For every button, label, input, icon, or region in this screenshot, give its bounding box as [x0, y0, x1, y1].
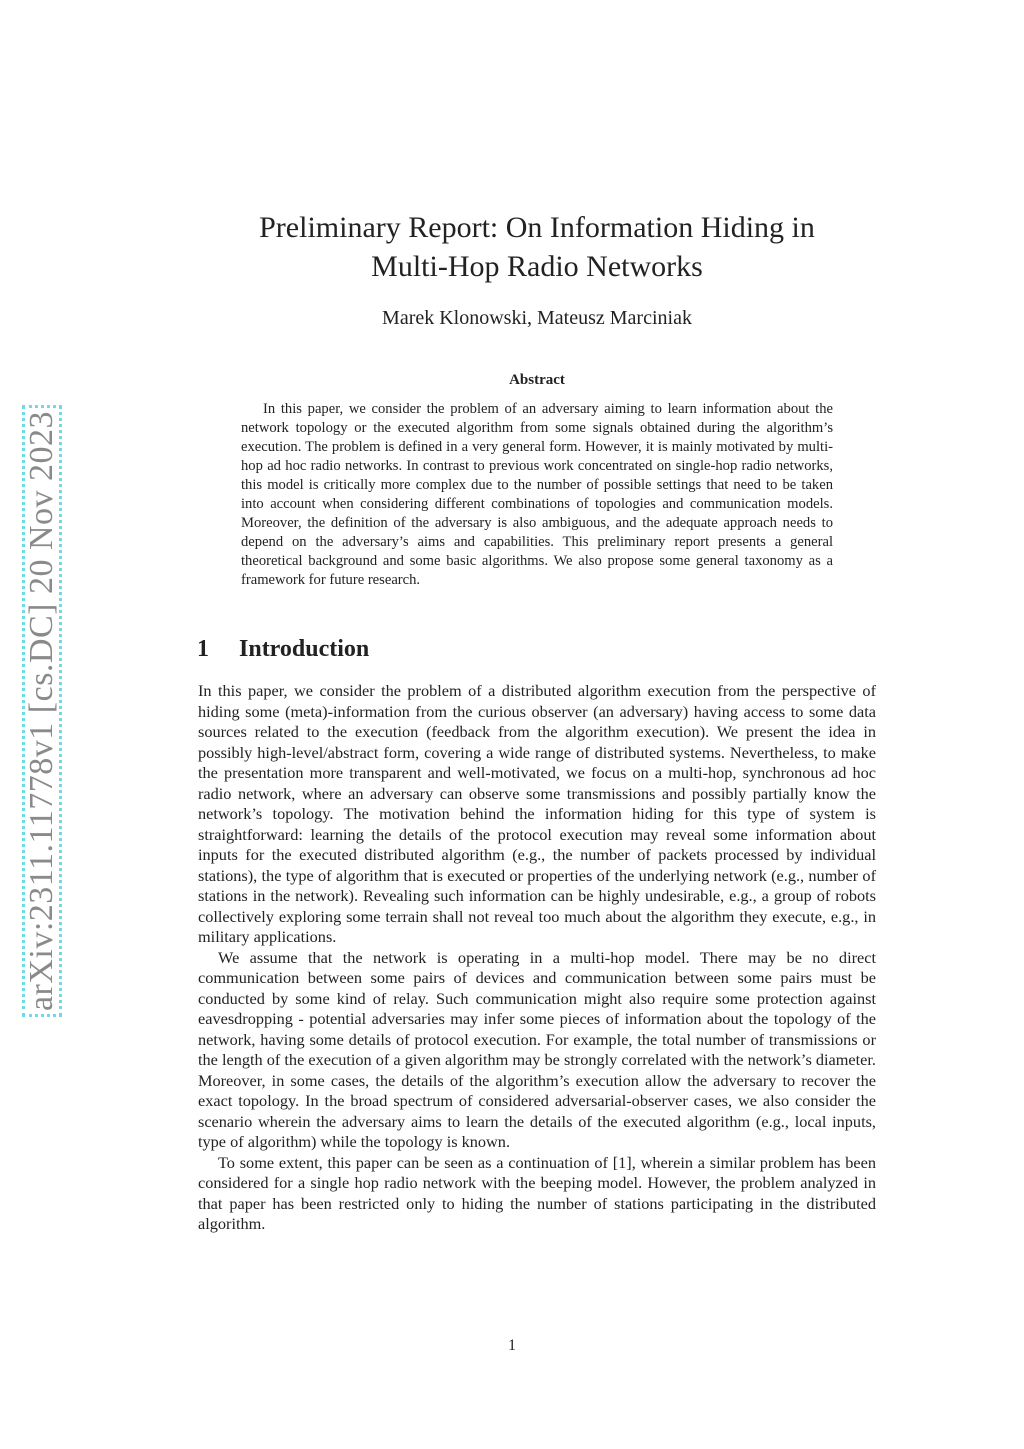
intro-paragraph-2: We assume that the network is operating in a multi-hop model. There may be no direct communication between some pairs of devices and communication between some pairs must be conducted by some kind of relay. Such communication might also require some protection against eavesdropping - potential adversaries may infer some pieces of information about the topology of the network, having some details of protocol execution. For example, the total number of transmissions or the length of the execution of a given algorithm may be strongly correlated with the network’s diameter. Moreover, in some cases, the details of the algorithm’s execution allow the adversary to recover the exact topology. In the broad spectrum of considered adversarial-observer cases, we also consider the scenario wherein the adversary aims to learn the details of the executed algorithm (e.g., local inputs, type of algorithm) while the topology is known. [198, 947, 876, 1151]
arxiv-identifier-stamp [22, 405, 62, 1017]
page-number: 1 [508, 1337, 516, 1354]
abstract-heading: Abstract [509, 372, 565, 388]
paper-title [200, 208, 874, 286]
paper-title-line-2: Multi-Hop Radio Networks [371, 250, 703, 283]
introduction-body [198, 681, 876, 1235]
section-title: Introduction [239, 636, 370, 662]
arxiv-identifier-text: arXiv:2311.11778v1 [cs.DC] 20 Nov 2023 [23, 410, 60, 1012]
section-heading-introduction [197, 636, 369, 663]
section-number: 1 [197, 636, 209, 662]
intro-paragraph-3: To some extent, this paper can be seen as a continuation of [1], wherein a similar problem has been considered for a single hop radio network with the beeping model. However, the problem analyzed in that paper has been restricted only to hiding the number of stations participating in the distributed algorithm. [198, 1152, 876, 1233]
paper-title-line-1: Preliminary Report: On Information Hiding in [259, 211, 815, 244]
paper-authors: Marek Klonowski, Mateusz Marciniak [382, 307, 692, 329]
intro-paragraph-1: In this paper, we consider the problem of a distributed algorithm execution from the perspective of hiding some (meta)-information from the curious observer (an adversary) having access to some data sources related to the execution (feedback from the algorithm execution). We present the idea in possibly high-level/abstract form, covering a wide range of distributed systems. Nevertheless, to make the presentation more transparent and well-motivated, we focus on a multi-hop, synchronous ad hoc radio network, where an adversary can observe some transmissions and possibly partially know the network’s topology. The motivation behind the information hiding for this type of system is straightforward: learning the details of the protocol execution may reveal some information about inputs for the executed distributed algorithm (e.g., the number of packets processed by individual stations), the type of algorithm that is executed or properties of the underlying network (e.g., number of stations in the network). Revealing such information can be highly undesirable, e.g., a group of robots collectively exploring some terrain shall not reveal too much about the algorithm they execute, e.g., in military applications. [198, 681, 876, 946]
abstract-body: In this paper, we consider the problem of an adversary aiming to learn information about the network topology or the executed algorithm from some signals obtained during the algorithm’s execution. The problem is defined in a very general form. However, it is mainly motivated by multi-hop ad hoc radio networks. In contrast to previous work concentrated on single-hop radio networks, this model is critically more complex due to the number of possible settings that need to be taken into account when considering different combinations of topologies and communication models. Moreover, the definition of the adversary is also ambiguous, and the adequate approach needs to depend on the adversary’s aims and capabilities. This preliminary report presents a general theoretical background and some basic algorithms. We also propose some general taxonomy as a framework for future research. [241, 401, 833, 588]
